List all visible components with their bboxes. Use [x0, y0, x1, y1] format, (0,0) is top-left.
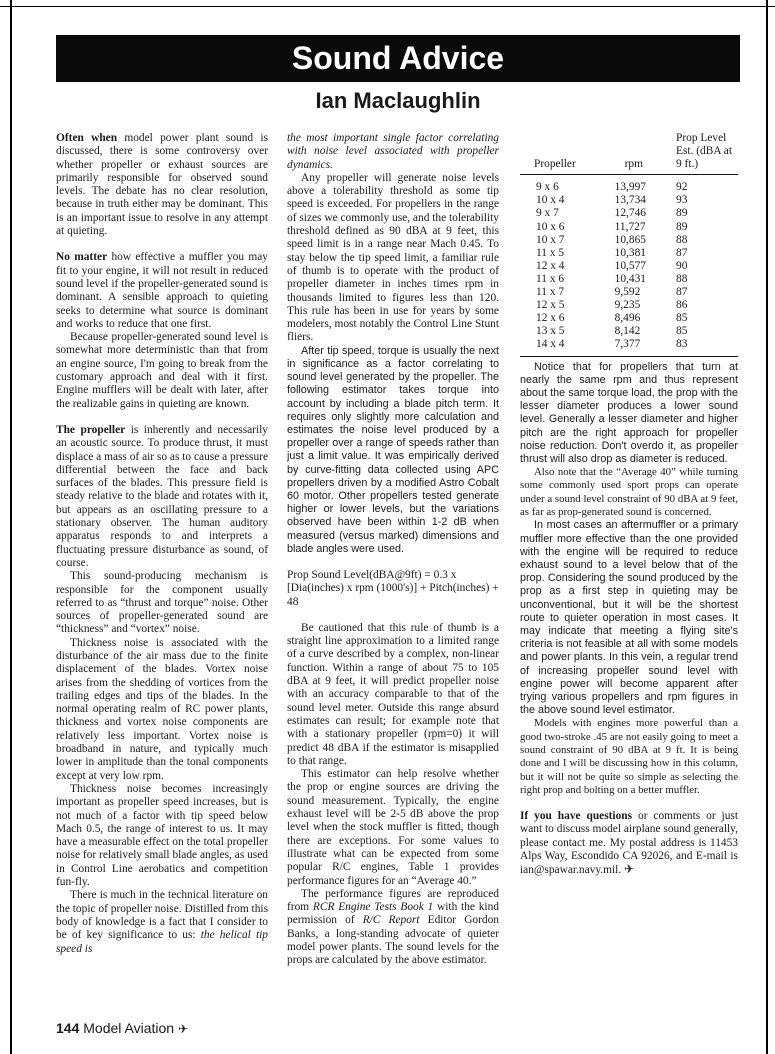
cell-propeller: 11 x 5 [536, 246, 565, 259]
table-row [520, 247, 738, 260]
table-body [520, 175, 738, 356]
sound-level-formula: Prop Sound Level(dBA@9ft) = 0.3 x [Dia(inches) x rpm (1000's)] + Pitch(inches) + 48 [287, 569, 499, 608]
paragraph: Also note that the “Average 40” while turning some commonly used sport props can operate under a sound level constraint of 90 dBA at 9 feet, as far as prop-generated sound is concerned. [520, 466, 738, 519]
cell-prop-level: 85 [676, 312, 688, 325]
propeller-table [520, 132, 738, 357]
cell-propeller: 10 x 6 [536, 220, 565, 233]
paragraph-text: There is much in the technical literature on the topic of propeller noise. Distilled from this body of knowledge is a fact that I consider to be of key significance to us: [56, 889, 268, 942]
column-3 [520, 132, 738, 1012]
cell-prop-level: 88 [676, 233, 688, 246]
cell-prop-level: 86 [676, 299, 688, 312]
page-footer [56, 1018, 188, 1038]
table-row [520, 273, 738, 286]
paragraph-text: how effective a muffler you may fit to your engine, it will not result in reduced sound level if the propeller-generated sound is dominant. A sensible approach to quieting seeks to determine what source is dominant and works to reduce that one first. [56, 251, 268, 330]
cell-prop-level: 89 [676, 207, 688, 220]
cell-prop-level: 85 [676, 325, 688, 338]
header-propeller: Propeller [534, 158, 576, 171]
cell-propeller: 9 x 6 [536, 181, 559, 194]
page-edge-top [0, 6, 775, 7]
paragraph: Models with engines more powerful than a good two-stroke .45 are not easily going to meet a sound constraint of 90 dBA at 9 ft. It is being done and I will be discussing how in this column, but it will not be quite so simple as selecting the right prop and bolting on a better muffler. [520, 717, 738, 796]
cell-prop-level: 90 [676, 259, 688, 272]
cell-rpm: 7,377 [614, 338, 641, 351]
cell-prop-level: 93 [676, 194, 688, 207]
cell-rpm: 10,431 [614, 272, 646, 285]
paragraph [56, 424, 268, 570]
column-1 [56, 132, 268, 1012]
paragraph [287, 888, 499, 968]
paragraph-text: The performance figures are reproduced from [287, 887, 499, 914]
cell-rpm: 10,381 [614, 246, 646, 259]
paragraph-text: is inherently and necessarily an acoustic source. To produce thrust, it must displace a mass of air so as to cause a pressure differential between the face and back surfaces of the blades. This pressure field is steady relative to the blade and rotates with it, but appears as an oscillating pressure to a stationary observer. The human auditory apparatus responds to and interprets a fluctuating pressure disturbance as sound, of course. [56, 423, 268, 569]
table-row [520, 260, 738, 273]
table-row [520, 338, 738, 355]
paragraph-lead: Often when [56, 132, 118, 144]
cell-rpm: 10,865 [614, 233, 646, 246]
paragraph-emphasis: the helical tip speed is [56, 929, 268, 955]
header-rpm: rpm [624, 158, 643, 171]
table-row [520, 221, 738, 234]
cell-propeller: 10 x 7 [536, 233, 565, 246]
cell-prop-level: 88 [676, 272, 688, 285]
airplane-icon: ✈ [624, 862, 635, 877]
paragraph [56, 132, 268, 238]
cell-rpm: 13,997 [614, 181, 646, 194]
paragraph-text: or comments or just want to discuss model airplane sound generally, please contact me. My postal address is 11453 Alps Way, Escondido CA 92026, and E-mail is ian@spawar.navy.mil. [520, 810, 738, 877]
cell-prop-level: 92 [676, 181, 688, 194]
column-2 [287, 132, 499, 1012]
table-row [520, 207, 738, 220]
cell-propeller: 9 x 7 [536, 207, 559, 220]
cell-rpm: 9,592 [614, 286, 641, 299]
cell-rpm: 10,577 [614, 259, 646, 272]
cell-propeller: 11 x 6 [536, 272, 565, 285]
page-edge-left [10, 0, 12, 1054]
paragraph: After tip speed, torque is usually the next in significance as a factor correlating to sound level generated by the propeller. The following estimator takes torque into account by including a blade pitch term. It requires only slightly more calculation and estimates the noise level produced by a propeller over a range of speeds rather than just a limit value. It was empirically derived by curve-fitting data collected using APC propellers driven by a modified Astro Cobalt 60 motor. Other propellers tested generate higher or lower levels, but the variations observed have been within 1-2 dB when measured (versus marked) dimensions and blade angles were used. [287, 344, 499, 555]
paragraph-lead: No matter [56, 251, 108, 264]
cell-propeller: 12 x 5 [536, 299, 565, 312]
paragraph [56, 889, 268, 955]
article-title: Sound Advice [56, 35, 740, 82]
airplane-icon: ✈ [177, 1022, 189, 1036]
cell-propeller: 10 x 4 [536, 194, 565, 207]
paragraph-lead: The propeller [56, 423, 126, 436]
cell-prop-level: 83 [676, 338, 688, 351]
paragraph: This estimator can help resolve whether the prop or engine sources are driving the sound measurement. Typically, the engine exhaust level will be 2-5 dB above the prop level when the stock muffler is fitted, though there are exceptions. For some values to illustrate what can be expected from some popular R/C engines, Table 1 provides performance figures for an “Average 40.” [287, 768, 499, 887]
paragraph [520, 810, 738, 877]
cell-rpm: 8,496 [614, 312, 641, 325]
paragraph-text: with the kind permission of [287, 901, 499, 927]
author-byline: Ian Maclaughlin [315, 88, 481, 113]
cell-propeller: 12 x 6 [536, 312, 565, 325]
paragraph: Because propeller-generated sound level is somewhat more deterministic than that from an engine source, I'm going to break from the customary approach and deal with it first. Engine mufflers will be dealt with later, after the realizable gains in quieting are known. [56, 331, 268, 410]
magazine-name: Model Aviation [83, 1020, 175, 1036]
paragraph [56, 251, 268, 331]
paragraph: Any propeller will generate noise levels above a tolerability threshold as some tip speed is exceeded. For propellers in the range of sizes we commonly use, and the tolerability threshold defined as 90 dBA at 9 feet, this speed limit is in a range near Mach 0.45. To stay below the tip speed limit, a familiar rule of thumb is to operate with the product of propeller diameter in inches times rpm in thousands limited to figures less than 120. This rule has been in use for years by some modelers, most notably the Control Line Stunt fliers. [287, 171, 499, 344]
table-row [520, 325, 738, 338]
table-row [520, 312, 738, 325]
paragraph [287, 132, 499, 172]
page-number: 144 [56, 1020, 80, 1036]
paragraph: Thickness noise is associated with the disturbance of the air mass due to the finite displacement of the blades. Vortex noise arises from the shedding of vortices from the trailing edges and tips of the blades. In the normal operating realm of RC power plants, thickness and vortex noise components are relatively less important. Vortex noise is broadband in nature, and typically much lower in amplitude than the tonal components except at very low rpm. [56, 636, 268, 782]
cell-prop-level: 87 [676, 286, 688, 299]
cell-propeller: 14 x 4 [536, 338, 565, 351]
cell-rpm: 12,746 [614, 207, 646, 220]
table-header-row [520, 132, 738, 175]
table-row [520, 286, 738, 299]
magazine-title: R/C Report [362, 914, 420, 927]
cell-rpm: 8,142 [614, 325, 641, 338]
cell-prop-level: 87 [676, 246, 688, 259]
propeller-table-grid [520, 132, 738, 356]
table-row [520, 175, 738, 195]
paragraph-lead: If you have questions [520, 810, 633, 823]
cell-propeller: 13 x 5 [536, 325, 565, 338]
paragraph: This sound-producing mechanism is responsible for the component usually referred to as “thrust and torque” noise. Other sources of propeller-generated sound are “thickness” and “vortex” noise. [56, 570, 268, 636]
paragraph: Be cautioned that this rule of thumb is a straight line approximation to a limited range of a curve described by a complex, non-linear function. Within a range of about 75 to 105 dBA at 9 feet, it will predict propeller noise with an accuracy comparable to that of the sound level meter. Outside this range absurd estimates can result; for example note that with a stationary propeller (rpm=0) it will predict 48 dBA if the estimator is misapplied to that range. [287, 621, 499, 767]
page-edge-right [766, 0, 768, 1054]
paragraph-emphasis: the most important single factor correlating with noise level associated with propeller dynamics. [287, 132, 499, 171]
table-row [520, 299, 738, 312]
header-prop-level: Prop Level Est. (dBA at 9 ft.) [676, 132, 733, 171]
paragraph-text: model power plant sound is discussed, there is some controversy over whether propeller or exhaust sources are primarily responsible for observed sound levels. The debate has no clear resolution, because in truth either may be dominant. This is an important issue to resolve in any attempt at quieting. [56, 132, 268, 238]
paragraph-text: Editor Gordon Banks, a long-standing advocate of quieter model power plants. The sound levels for the props are calculated by the above estimator. [287, 914, 499, 967]
table-row [520, 194, 738, 207]
cell-prop-level: 89 [676, 220, 688, 233]
cell-propeller: 11 x 7 [536, 286, 565, 299]
book-title: RCR Engine Tests Book 1 [312, 901, 434, 914]
table-bottom-rule [520, 356, 738, 357]
cell-rpm: 9,235 [614, 299, 641, 312]
table-row [520, 234, 738, 247]
paragraph: Thickness noise becomes increasingly important as propeller speed increases, but is not much of a factor with tip speed below Mach 0.5, the range of interest to us. It may have a measurable effect on the total propeller noise for relatively small blade angles, as used in Control Line aerobatics and competition fun-fly. [56, 782, 268, 889]
paragraph: In most cases an aftermuffler or a primary muffler more effective than the one provided with the engine will be required to reduce exhaust sound to a level below that of the prop. Considering the sound produced by the prop as a first step in quieting may be unconventional, but it will be the shortest route to quieter operation in most cases. It may indicate that meeting a flying site's criteria is not feasible at all with some models and power plants. In this vein, a regular trend of increasing propeller sound level with engine power will become apparent after trying various propellers and rpm figures in the above sound level estimator. [520, 519, 738, 717]
cell-rpm: 13,734 [614, 194, 646, 207]
paragraph: Notice that for propellers that turn at nearly the same rpm and thus represent about the same torque load, the prop with the lesser diameter produces a lower sound level. Generally a lesser diameter and higher pitch are the right approach for propeller noise reduction. Don't overdo it, as propeller thrust will also drop as diameter is reduced. [520, 360, 738, 465]
cell-propeller: 12 x 4 [536, 259, 565, 272]
cell-rpm: 11,727 [614, 220, 646, 233]
